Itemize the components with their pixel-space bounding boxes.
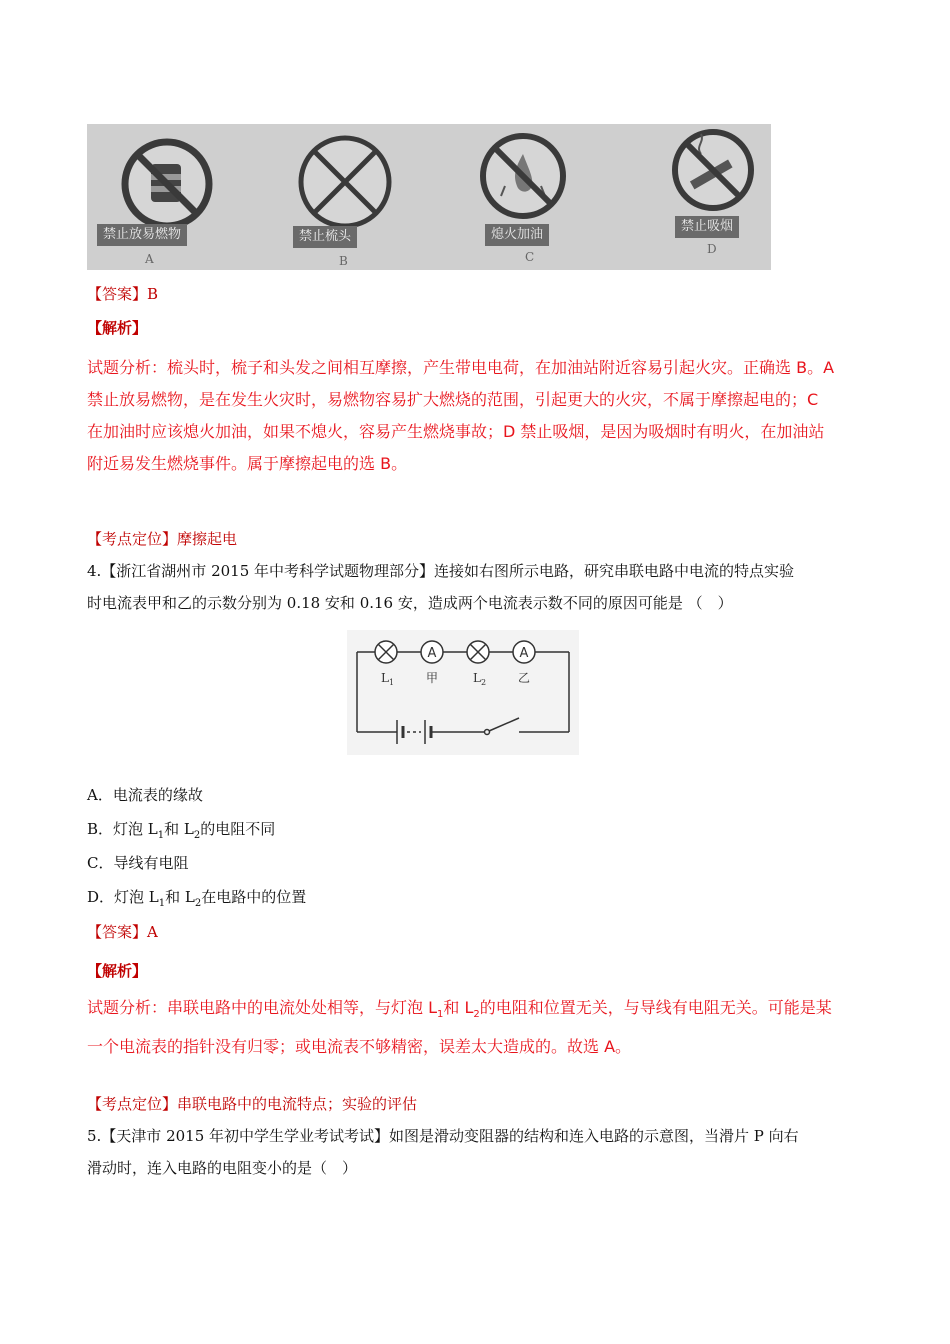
option-a: A．电流表的缘故 (87, 786, 203, 804)
analysis-line: 试题分析：梳头时，梳子和头发之间相互摩擦，产生带电电荷，在加油站附近容易引起火灾。正确选 B。A (87, 358, 835, 377)
sign-c (471, 124, 642, 270)
sign-d (661, 124, 771, 270)
analysis-line: 附近易发生燃烧事件。属于摩擦起电的选 B。 (87, 454, 408, 473)
ammeter-yi-icon (513, 641, 535, 663)
q4-analysis (87, 992, 877, 1063)
point-value: 摩擦起电 (177, 530, 238, 548)
battery-icon (397, 720, 431, 744)
safety-signs-image (87, 124, 771, 270)
label-l2: $L_2$ (473, 671, 487, 687)
answer-tag: 【答案】 (87, 285, 148, 303)
label-l1: $L_1$ (381, 671, 395, 687)
ammeter-yi-symbol: A (519, 646, 529, 661)
option-d: D．灯泡 $L_1$和 $L_2$在电路中的位置 (87, 888, 307, 909)
q4-answer (87, 921, 158, 942)
ammeter-jia-symbol: A (427, 646, 437, 661)
analysis-line: 禁止放易燃物，是在发生火灾时，易燃物容易扩大燃烧的范围，引起更大的火灾，不属于摩擦起电的；C (87, 390, 819, 409)
sign-b-label: 禁止梳头 (293, 226, 357, 248)
sign-a-label: 禁止放易燃物 (97, 224, 187, 246)
analysis-line: 一个电流表的指针没有归零；或电流表不够精密，误差太大造成的。故选 A。 (87, 1037, 632, 1057)
question-line: 滑动时，连入电路的电阻变小的是（ ） (87, 1159, 358, 1177)
analysis-line: 试题分析：串联电路中的电流处处相等，与灯泡 $L_1$和 $L_2$的电阻和位置无关，与导线有电阻无关。可能是某 (87, 998, 832, 1021)
switch-icon (485, 718, 520, 735)
circuit-diagram (347, 630, 579, 755)
point-value: 串联电路中的电流特点；实验的评估 (177, 1095, 418, 1113)
analysis-line: 在加油时应该熄火加油，如果不熄火，容易产生燃烧事故；D 禁止吸烟，是因为吸烟时有明火，在加油站 (87, 422, 825, 441)
sign-b-letter: B (339, 254, 348, 268)
label-yi: 乙 (517, 671, 531, 685)
no-flammables-icon (87, 124, 258, 270)
ammeter-jia-icon (421, 641, 443, 663)
sign-a (87, 124, 258, 270)
circuit-svg (347, 630, 579, 755)
answer-value: A (147, 923, 158, 941)
q4-point (87, 1093, 417, 1114)
sign-d-letter: D (707, 242, 717, 256)
sign-c-letter: C (525, 250, 535, 264)
option-c: C．导线有电阻 (87, 854, 189, 872)
sign-d-label: 禁止吸烟 (675, 216, 739, 238)
q4-question (87, 555, 877, 619)
question-line: 5.【天津市 2015 年初中学生学业考试考试】如图是滑动变阻器的结构和连入电路的示意图，当滑片 P 向右 (87, 1127, 799, 1145)
answer-value: B (147, 285, 159, 303)
q3-point (87, 528, 237, 549)
q3-analysis-tag: 【解析】 (87, 319, 148, 337)
lamp-l2-icon (467, 641, 489, 663)
question-line: 时电流表甲和乙的示数分别为 0.18 安和 0.16 安，造成两个电流表示数不同的原因可能是 （ ） (87, 594, 733, 612)
question-line: 4.【浙江省湖州市 2015 年中考科学试题物理部分】连接如右图所示电路，研究串联电路中电流的特点实验 (87, 562, 795, 580)
sign-c-label: 熄火加油 (485, 224, 549, 246)
answer-tag: 【答案】 (87, 923, 148, 941)
q5-question (87, 1120, 877, 1184)
option-b: B．灯泡 $L_1$和 $L_2$的电阻不同 (87, 820, 276, 841)
flame-off-refuel-icon (471, 124, 642, 270)
label-jia: 甲 (425, 671, 439, 685)
sign-a-letter: A (145, 252, 154, 266)
q3-analysis (87, 352, 877, 480)
q4-analysis-tag: 【解析】 (87, 962, 148, 980)
q3-answer (87, 283, 158, 304)
point-tag: 【考点定位】 (87, 1095, 178, 1113)
point-tag: 【考点定位】 (87, 530, 178, 548)
sign-b (277, 124, 448, 270)
lamp-l1-icon (375, 641, 397, 663)
no-combing-icon (277, 124, 448, 270)
